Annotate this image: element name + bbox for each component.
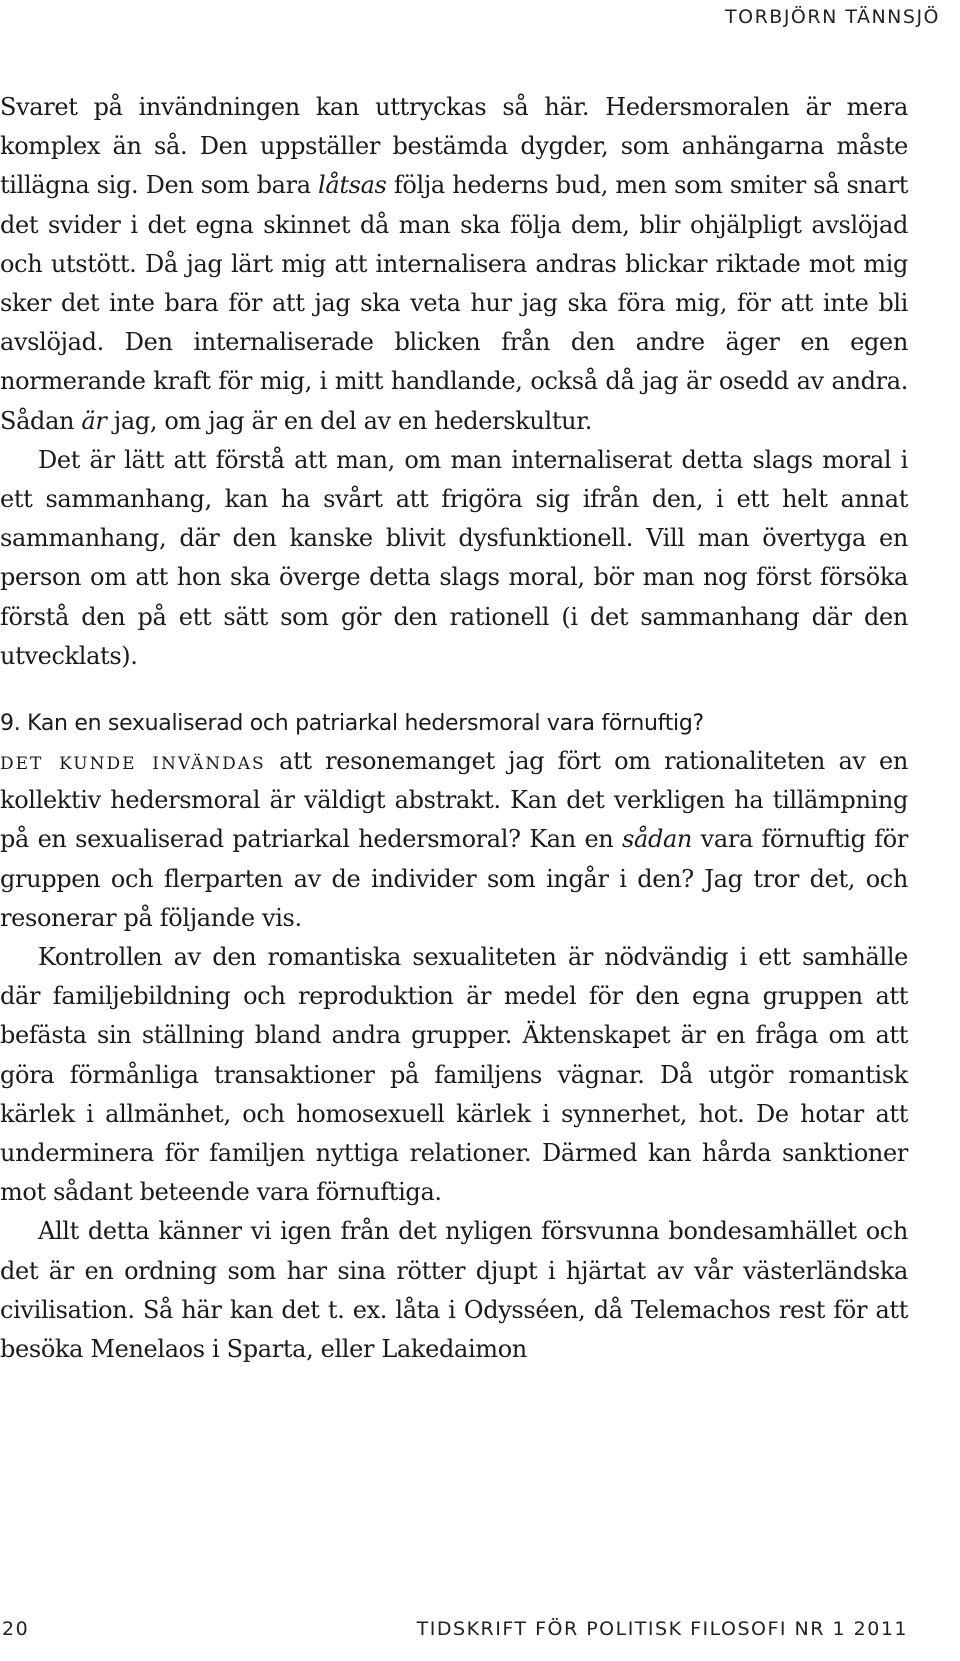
text-run: Allt detta känner vi igen från det nyligen försvunna bondesamhället och det är en ordning som har sina rötter djupt i hjärtat av vår västerländska civilisation. Så här kan det t. ex. låta i Odysséen, då Telemachos rest för att besöka Menelaos i Sparta, eller Lakedaimon <box>0 1217 908 1364</box>
emphasis-text: sådan <box>622 825 693 854</box>
text-run: jag, om jag är en del av en hederskultur. <box>106 406 593 435</box>
paragraph <box>0 938 908 1212</box>
text-run: Kontrollen av den romantiska sexualiteten är nödvändig i ett samhälle där familjebildning och reproduktion är medel för den egna gruppen att befästa sin ställning bland andra grupper. Äktenskapet är en fråga om att göra förmånliga transaktioner på familjens vägnar. Då utgör romantisk kärlek i allmänhet, och homosexuell kärlek i synnerhet, hot. De hotar att underminera för familjen nyttiga relationer. Därmed kan hårda sanktioner mot sådant beteende vara förnuftiga. <box>0 943 908 1207</box>
emphasis-text: är <box>81 406 107 435</box>
section-heading: 9. Kan en sexualiserad och patriarkal hedersmoral vara förnuftig? <box>0 711 704 737</box>
small-caps-lead: det kunde invändas <box>0 747 266 776</box>
running-header <box>725 6 940 28</box>
journal-title: TIDSKRIFT FÖR POLITISK FILOSOFI NR 1 2011 <box>416 1618 908 1640</box>
text-run: Svaret på invändningen kan uttryckas så här. Hedersmoralen är mera komplex än så. Den uppställer bestämda dygder, som anhängarna måste tillägna sig. Den som bara <box>0 93 908 200</box>
page-number: 20 <box>2 1618 30 1640</box>
text-run: att resonemanget jag fört om rationaliteten av en kollektiv hedersmoral är väldigt abstrakt. Kan det verkligen ha tillämpning på en sexualiserad patriarkal hedersmoral? Kan en <box>0 747 908 854</box>
text-run: följa hederns bud, men som smiter så snart det svider i det egna skinnet då man ska följa dem, blir ohjälpligt avslöjad och utstött. Då jag lärt mig att internalisera andras blickar riktade mot mig sker det inte bara för att jag ska veta hur jag ska föra mig, för att inte bli avslöjad. Den internaliserade blicken från den andre äger en egen normerande kraft för mig, i mitt handlande, också då jag är osedd av andra. Sådan <box>0 171 908 435</box>
paragraph <box>0 1212 908 1369</box>
paragraph <box>0 742 908 938</box>
text-run: Det är lätt att förstå att man, om man internaliserat detta slags moral i ett sammanhang, kan ha svårt att frigöra sig ifrån den, i ett helt annat sammanhang, där den kanske blivit dysfunktionell. Vill man övertyga en person om att hon ska överge detta slags moral, bör man nog först försöka förstå den på ett sätt som gör den rationell (i det sammanhang där den utvecklats). <box>0 445 908 670</box>
emphasis-text: låtsas <box>318 171 387 200</box>
text-run: vara förnuftig för gruppen och flerparten av de individer som ingår i den? Jag tror det, och resonerar på följande vis. <box>0 825 908 932</box>
paragraph <box>0 441 908 676</box>
author-name: TORBJÖRN TÄNNSJÖ <box>725 6 940 28</box>
paragraph <box>0 88 908 441</box>
article-body <box>0 88 908 1369</box>
